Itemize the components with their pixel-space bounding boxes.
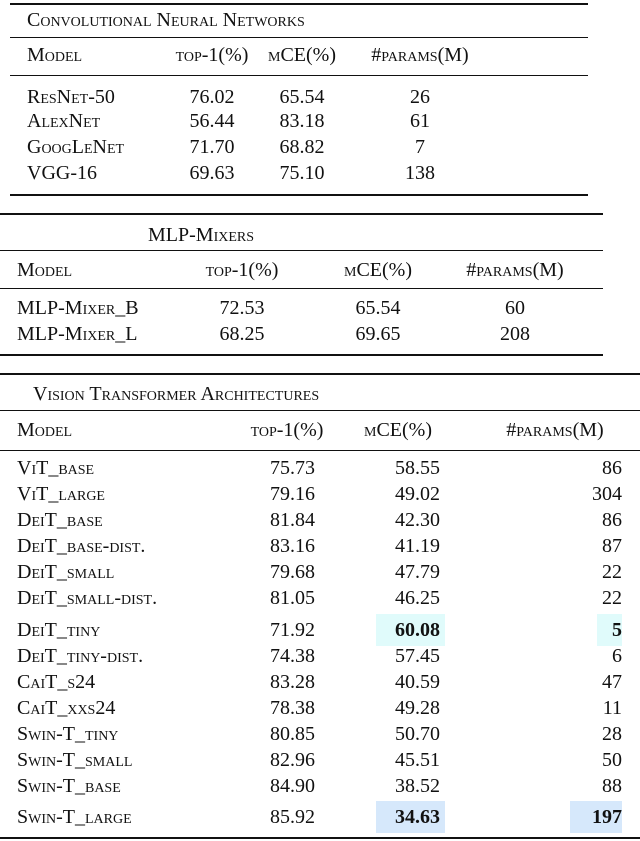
cell-model: VGG-16 [27, 162, 97, 184]
cell-params: 5 [612, 619, 622, 641]
cell-top1: 79.16 [270, 483, 315, 505]
cell-model: DeiT_small [17, 561, 115, 583]
cell-model: AlexNet [27, 110, 101, 132]
column-header-top1: top-1(%) [250, 419, 324, 441]
cell-mce: 69.65 [355, 323, 401, 345]
top-rule [10, 3, 588, 5]
cell-model: DeiT_base-dist. [17, 535, 146, 557]
cell-top1: 71.92 [270, 619, 315, 641]
cell-params: 86 [602, 457, 622, 479]
cell-model: ViT_large [17, 483, 105, 505]
cell-model: GoogLeNet [27, 136, 125, 158]
table-title: Convolutional Neural Networks [27, 9, 305, 31]
cell-params: 208 [500, 323, 530, 345]
cell-params: 88 [602, 775, 622, 797]
top-rule [0, 213, 603, 215]
column-header-mce: mCE(%) [364, 419, 432, 441]
header-rule [10, 75, 588, 76]
cell-model: Swin-T_small [17, 749, 133, 771]
cell-params: 50 [602, 749, 622, 771]
bottom-rule [10, 194, 588, 196]
column-header-mce: mCE(%) [344, 259, 412, 281]
header-rule [0, 450, 640, 451]
title-rule [0, 250, 603, 251]
bottom-rule [0, 837, 640, 839]
cell-top1: 69.63 [189, 162, 235, 184]
cell-mce: 45.51 [395, 749, 440, 771]
cell-top1: 75.73 [270, 457, 315, 479]
cell-params: 87 [602, 535, 622, 557]
cell-mce: 34.63 [395, 806, 440, 828]
cell-mce: 42.30 [395, 509, 440, 531]
column-header-params: #params(M) [506, 419, 604, 441]
cell-top1: 78.38 [270, 697, 315, 719]
cell-model: DeiT_tiny-dist. [17, 645, 144, 667]
top-rule [0, 373, 640, 375]
cell-mce: 65.54 [355, 297, 401, 319]
cell-model: Swin-T_tiny [17, 723, 119, 745]
cell-mce: 41.19 [395, 535, 440, 557]
column-header-model: Model [17, 419, 73, 441]
column-header-top1: top-1(%) [205, 259, 279, 281]
column-header-params: #params(M) [466, 259, 564, 281]
cell-params: 47 [602, 671, 622, 693]
cell-top1: 84.90 [270, 775, 315, 797]
cell-params: 26 [410, 86, 430, 108]
cell-mce: 49.28 [395, 697, 440, 719]
cell-model: DeiT_base [17, 509, 103, 531]
cell-top1: 72.53 [219, 297, 265, 319]
cell-params: 60 [505, 297, 525, 319]
header-rule [0, 288, 603, 289]
column-header-mce: mCE(%) [268, 44, 336, 66]
title-rule [10, 37, 588, 38]
cell-params: 28 [602, 723, 622, 745]
cell-top1: 71.70 [189, 136, 235, 158]
cell-top1: 68.25 [219, 323, 265, 345]
cell-params: 22 [602, 587, 622, 609]
cell-model: CaiT_xxs24 [17, 697, 116, 719]
cell-model: DeiT_tiny [17, 619, 101, 641]
cell-model: CaiT_s24 [17, 671, 96, 693]
cell-mce: 47.79 [395, 561, 440, 583]
cell-model: DeiT_small-dist. [17, 587, 158, 609]
cell-mce: 38.52 [395, 775, 440, 797]
cell-top1: 79.68 [270, 561, 315, 583]
cell-mce: 40.59 [395, 671, 440, 693]
column-header-model: Model [17, 259, 73, 281]
cell-top1: 83.16 [270, 535, 315, 557]
cell-params: 6 [612, 645, 622, 667]
cell-mce: 75.10 [279, 162, 325, 184]
cell-top1: 76.02 [189, 86, 235, 108]
cell-model: Swin-T_base [17, 775, 121, 797]
cell-mce: 60.08 [395, 619, 440, 641]
cell-model: ViT_base [17, 457, 95, 479]
cell-params: 138 [405, 162, 435, 184]
cell-mce: 49.02 [395, 483, 440, 505]
cell-top1: 81.05 [270, 587, 315, 609]
cell-params: 304 [592, 483, 622, 505]
cell-mce: 57.45 [395, 645, 440, 667]
cell-mce: 58.55 [395, 457, 440, 479]
table-title: Vision Transformer Architectures [33, 383, 320, 405]
cell-mce: 46.25 [395, 587, 440, 609]
cell-mce: 68.82 [279, 136, 325, 158]
cell-model: Swin-T_large [17, 806, 132, 828]
column-header-params: #params(M) [371, 44, 469, 66]
cell-mce: 50.70 [395, 723, 440, 745]
title-rule [0, 410, 640, 411]
cell-model: ResNet-50 [27, 86, 115, 108]
column-header-top1: top-1(%) [175, 44, 249, 66]
cell-params: 11 [602, 697, 622, 719]
cell-top1: 85.92 [270, 806, 315, 828]
cell-model: MLP-Mixer_B [17, 297, 139, 319]
cell-params: 86 [602, 509, 622, 531]
cell-top1: 82.96 [270, 749, 315, 771]
cell-params: 7 [415, 136, 425, 158]
bottom-rule [0, 354, 603, 356]
cell-params: 197 [592, 806, 622, 828]
cell-mce: 83.18 [279, 110, 325, 132]
cell-model: MLP-Mixer_L [17, 323, 138, 345]
cell-top1: 81.84 [270, 509, 315, 531]
cell-top1: 56.44 [189, 110, 235, 132]
cell-mce: 65.54 [279, 86, 325, 108]
cell-params: 61 [410, 110, 430, 132]
cell-top1: 80.85 [270, 723, 315, 745]
cell-params: 22 [602, 561, 622, 583]
table-title: MLP-Mixers [148, 224, 255, 246]
column-header-model: Model [27, 44, 83, 66]
cell-top1: 74.38 [270, 645, 315, 667]
cell-top1: 83.28 [270, 671, 315, 693]
